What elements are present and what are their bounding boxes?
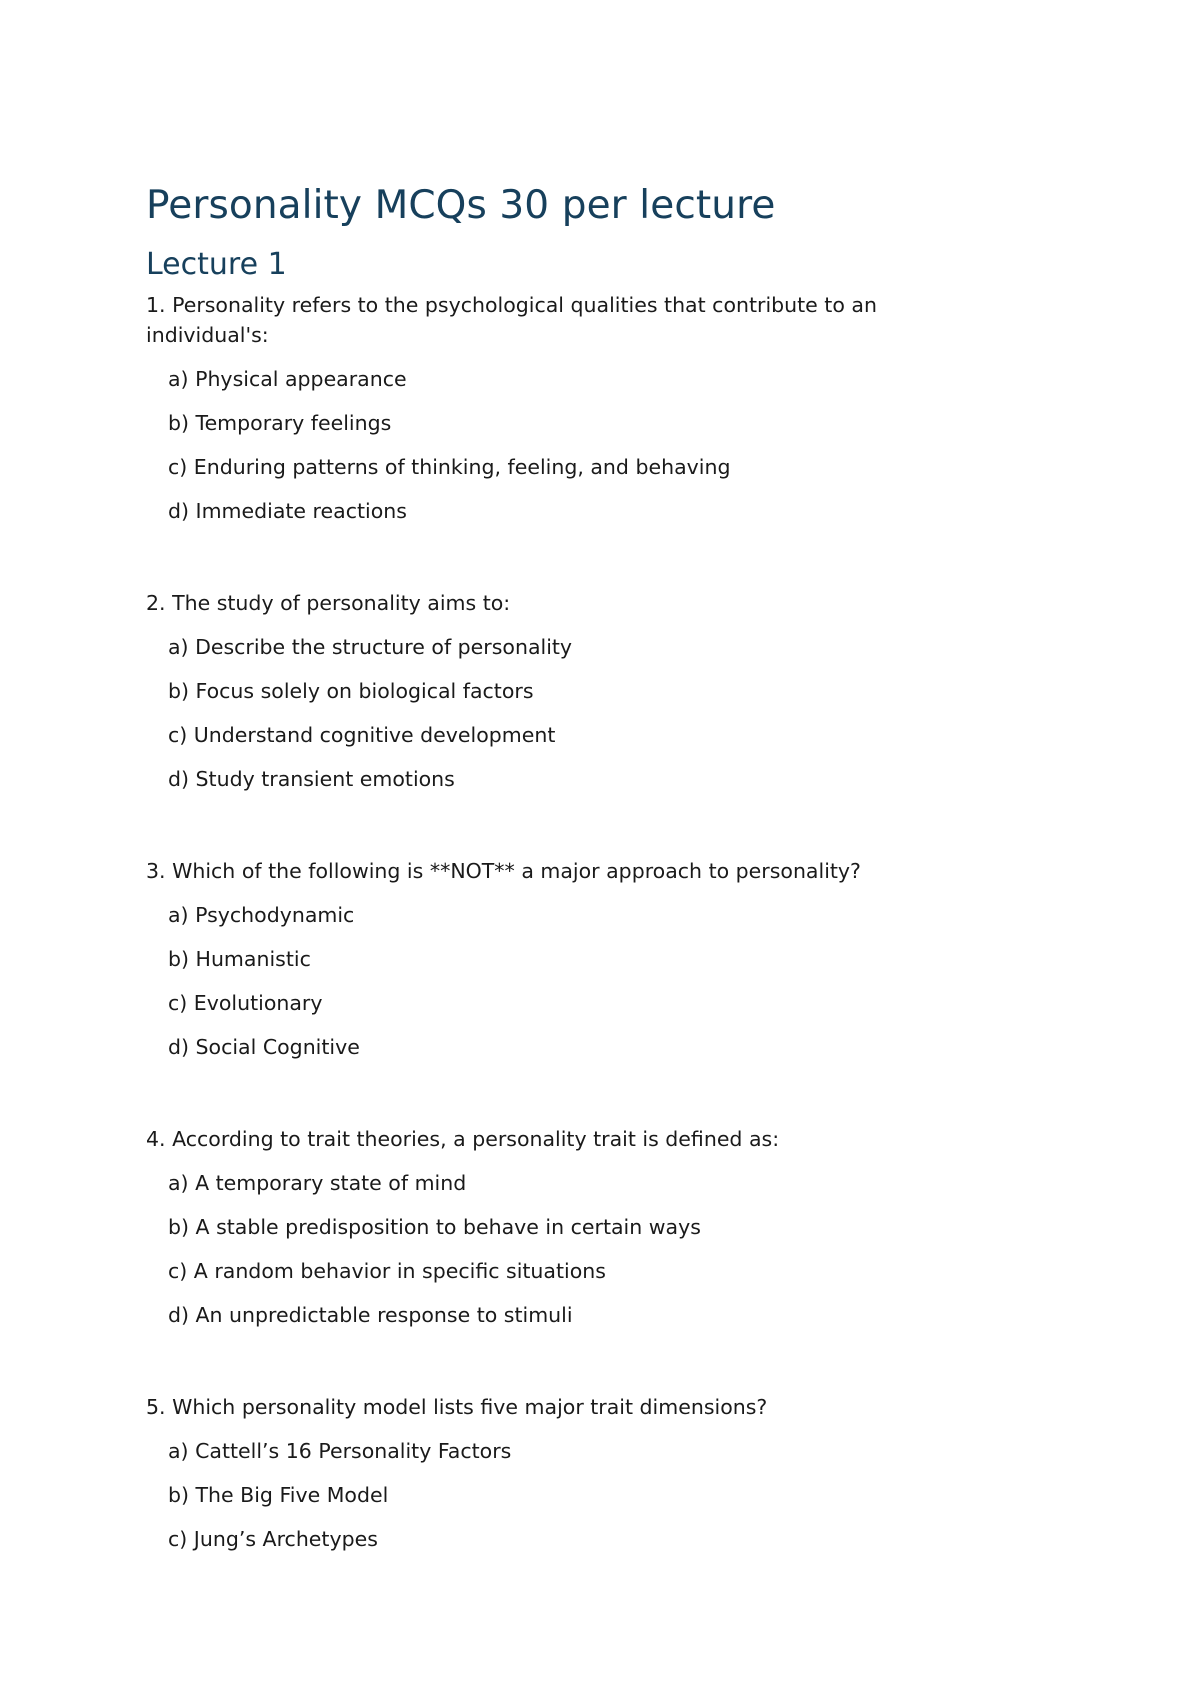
option-d: d) An unpredictable response to stimuli	[168, 1303, 573, 1327]
question-text: 1. Personality refers to the psychological qualities that contribute to an individual's:	[146, 293, 877, 347]
option-b: b) A stable predisposition to behave in certain ways	[168, 1215, 701, 1239]
option-a: a) Cattell’s 16 Personality Factors	[168, 1439, 512, 1463]
option-c: c) Enduring patterns of thinking, feeling, and behaving	[168, 455, 731, 479]
question-5	[146, 1392, 966, 1554]
question-text: 4. According to trait theories, a personality trait is defined as:	[146, 1127, 780, 1151]
question-text: 5. Which personality model lists five major trait dimensions?	[146, 1395, 768, 1419]
question-3	[146, 856, 966, 1062]
question-2	[146, 588, 966, 794]
document-content	[146, 178, 966, 1554]
option-a: a) Psychodynamic	[168, 903, 355, 927]
question-text: 2. The study of personality aims to:	[146, 591, 511, 615]
options-list	[146, 632, 966, 794]
option-c: c) Evolutionary	[168, 991, 323, 1015]
options-list	[146, 1168, 966, 1330]
question-1	[146, 290, 966, 526]
options-list	[146, 900, 966, 1062]
option-b: b) The Big Five Model	[168, 1483, 389, 1507]
option-d: d) Immediate reactions	[168, 499, 407, 523]
option-a: a) Describe the structure of personality	[168, 635, 573, 659]
lecture-heading: Lecture 1	[146, 247, 287, 282]
question-4	[146, 1124, 966, 1330]
option-b: b) Focus solely on biological factors	[168, 679, 534, 703]
option-c: c) A random behavior in specific situations	[168, 1259, 606, 1283]
options-list	[146, 1436, 966, 1554]
option-c: c) Jung’s Archetypes	[168, 1527, 378, 1551]
option-b: b) Temporary feelings	[168, 411, 392, 435]
options-list	[146, 364, 966, 526]
document-title: Personality MCQs 30 per lecture	[146, 183, 776, 228]
option-c: c) Understand cognitive development	[168, 723, 556, 747]
option-d: d) Social Cognitive	[168, 1035, 360, 1059]
question-list	[146, 290, 966, 1554]
option-b: b) Humanistic	[168, 947, 311, 971]
question-text: 3. Which of the following is **NOT** a major approach to personality?	[146, 859, 861, 883]
option-d: d) Study transient emotions	[168, 767, 455, 791]
option-a: a) A temporary state of mind	[168, 1171, 467, 1195]
option-a: a) Physical appearance	[168, 367, 407, 391]
